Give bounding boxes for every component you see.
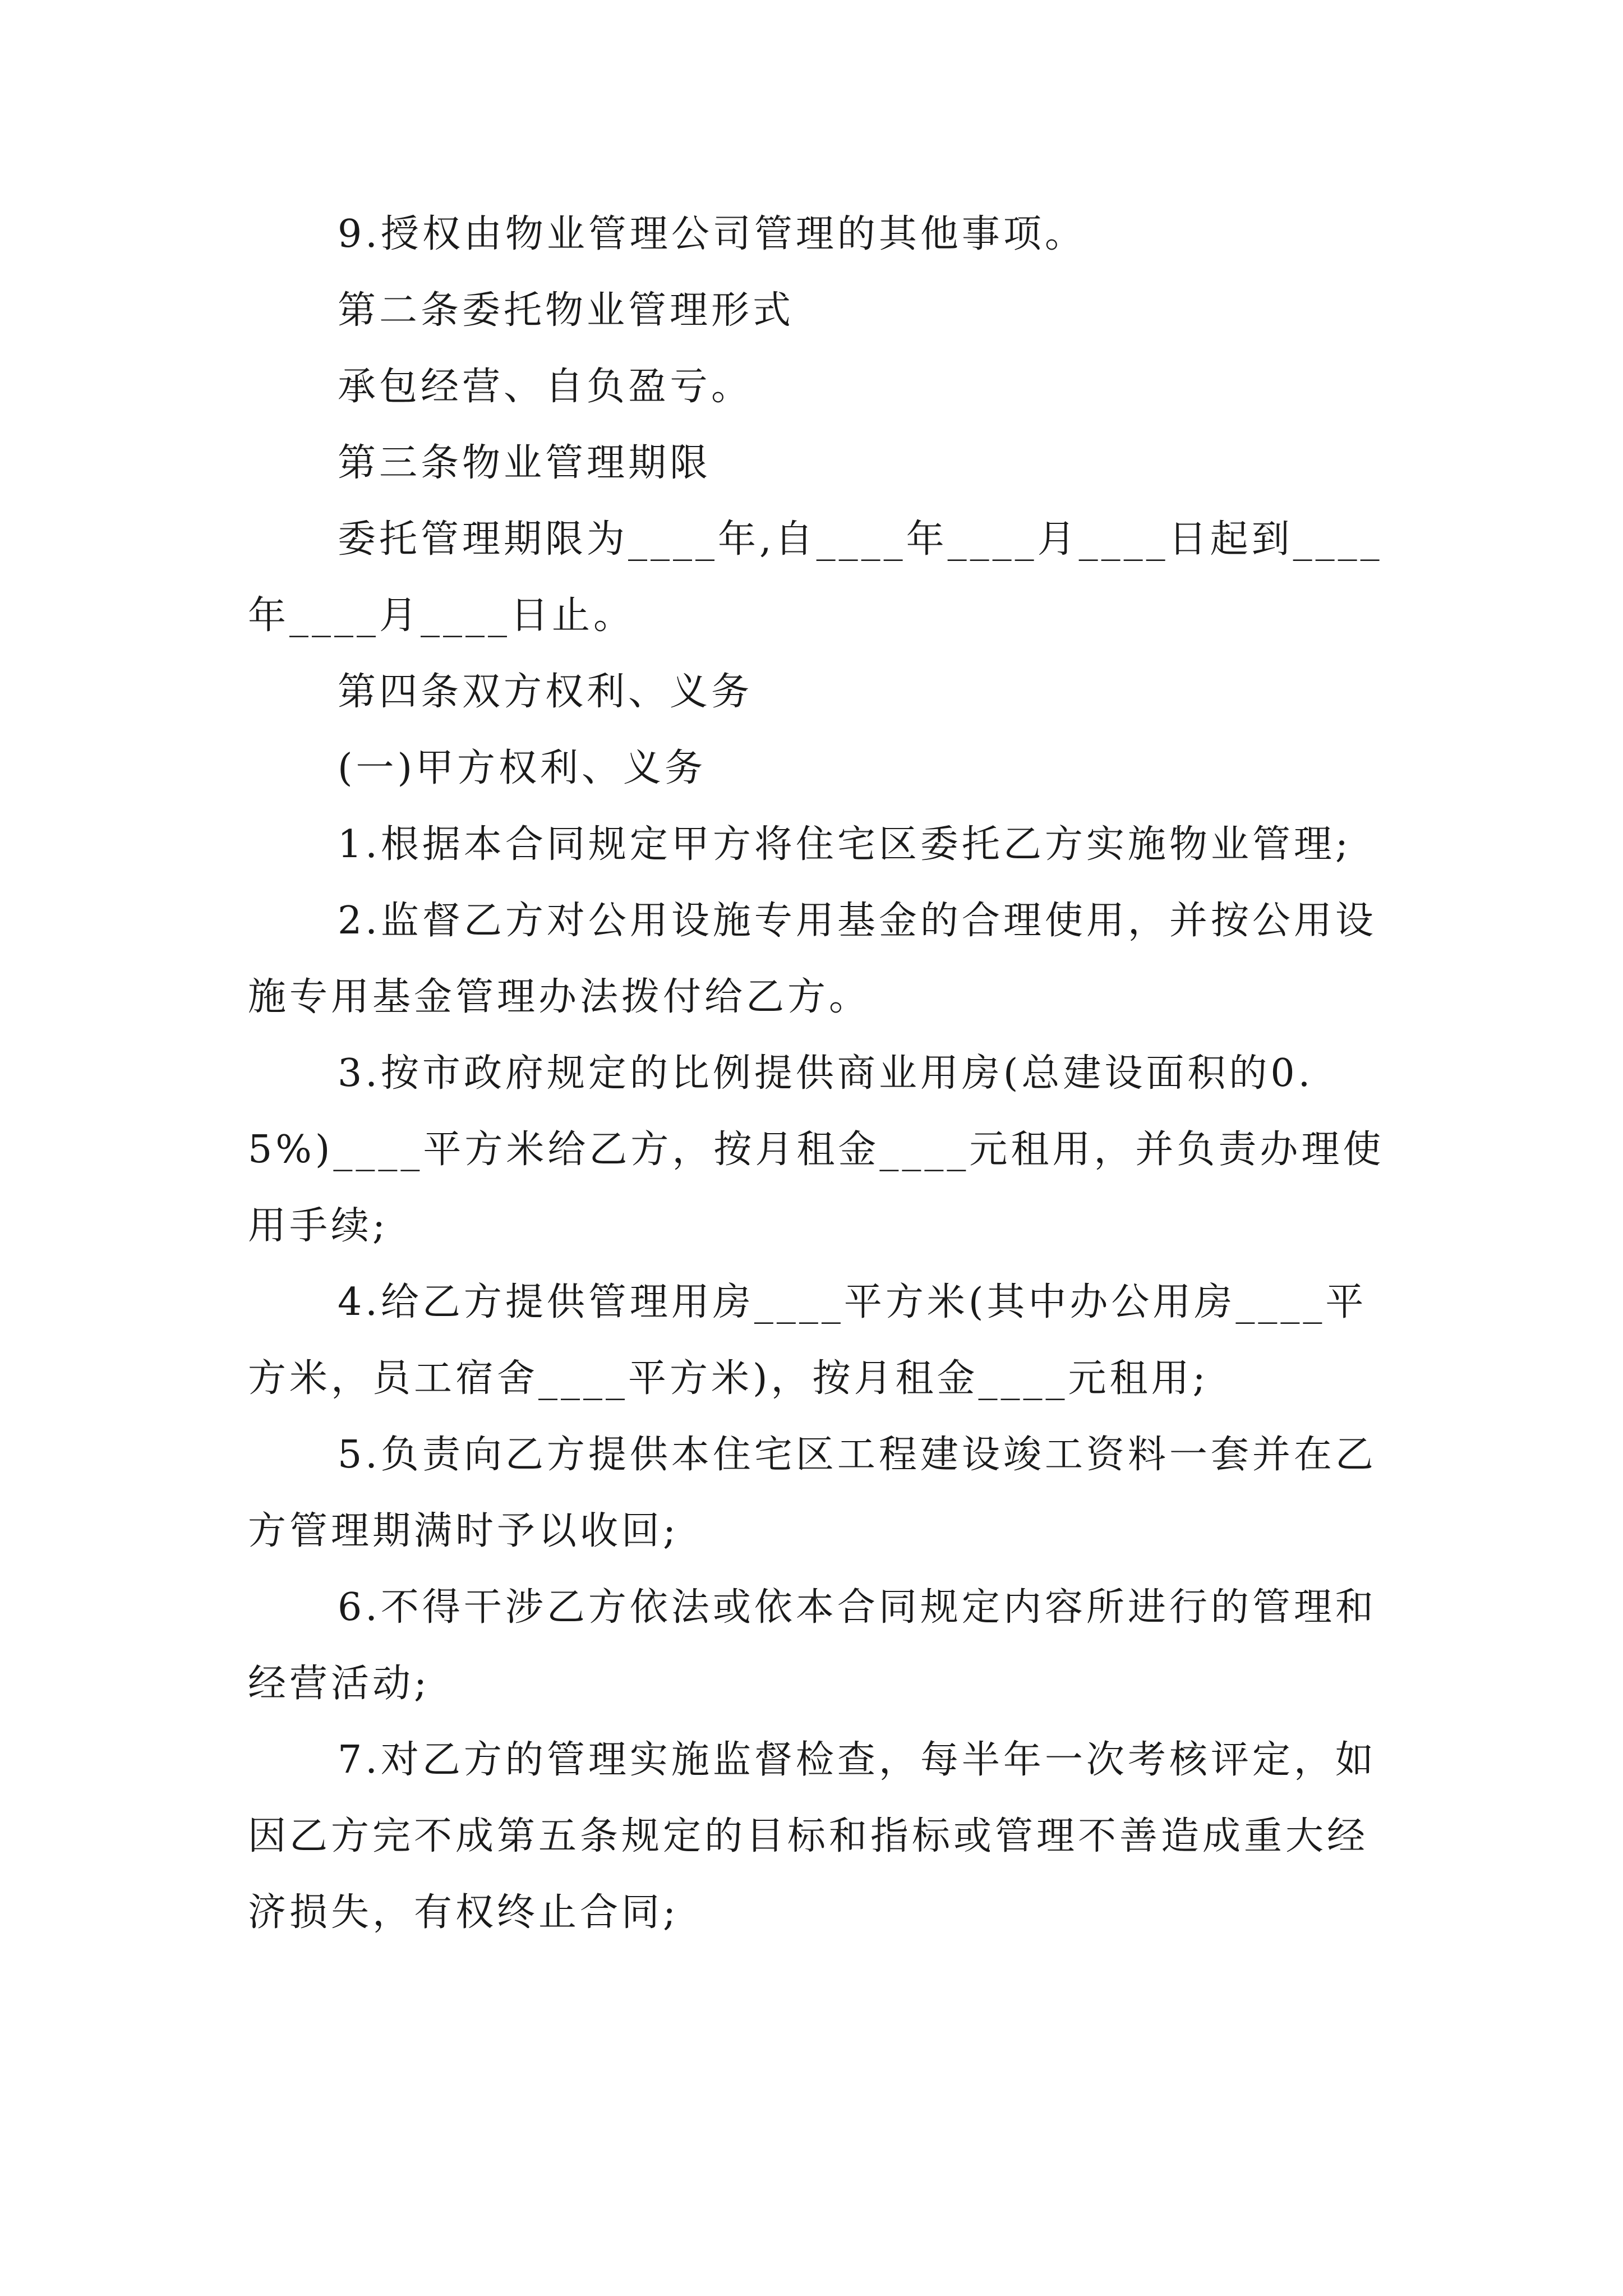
article-3-content: 委托管理期限为____年,自____年____月____日起到____年____月____日止。 <box>248 517 1383 638</box>
list-item-5: 5.负责向乙方提供本住宅区工程建设竣工资料一套并在乙方管理期满时予以收回; <box>248 1433 1377 1553</box>
paragraph-item-9: 9.授权由物业管理公司管理的其他事项。 <box>338 212 1086 256</box>
article-3-heading: 第三条物业管理期限 <box>338 441 712 485</box>
list-item-6: 6.不得干涉乙方依法或依本合同规定内容所进行的管理和经营活动; <box>248 1585 1377 1706</box>
list-item-3: 3.按市政府规定的比例提供商业用房(总建设面积的0.5%)____平方米给乙方，按月租金____元租用，并负责办理使用手续; <box>248 1051 1385 1248</box>
list-item-2: 2.监督乙方对公用设施专用基金的合理使用，并按公用设施专用基金管理办法拨付给乙方。 <box>248 899 1377 1019</box>
section-1-heading: (一)甲方权利、义务 <box>338 746 707 790</box>
list-item-4: 4.给乙方提供管理用房____平方米(其中办公用房____平方米，员工宿舍____平方米)，按月租金____元租用; <box>248 1280 1367 1401</box>
article-2-content: 承包经营、自负盈亏。 <box>338 365 753 409</box>
article-4-heading: 第四条双方权利、义务 <box>338 670 753 714</box>
document-body <box>248 196 1386 1951</box>
list-item-7: 7.对乙方的管理实施监督检查，每半年一次考核评定，如因乙方完不成第五条规定的目标和指标或管理不善造成重大经济损失，有权终止合同; <box>248 1738 1377 1935</box>
list-item-1: 1.根据本合同规定甲方将住宅区委托乙方实施物业管理; <box>338 822 1352 867</box>
article-2-heading: 第二条委托物业管理形式 <box>338 288 795 333</box>
